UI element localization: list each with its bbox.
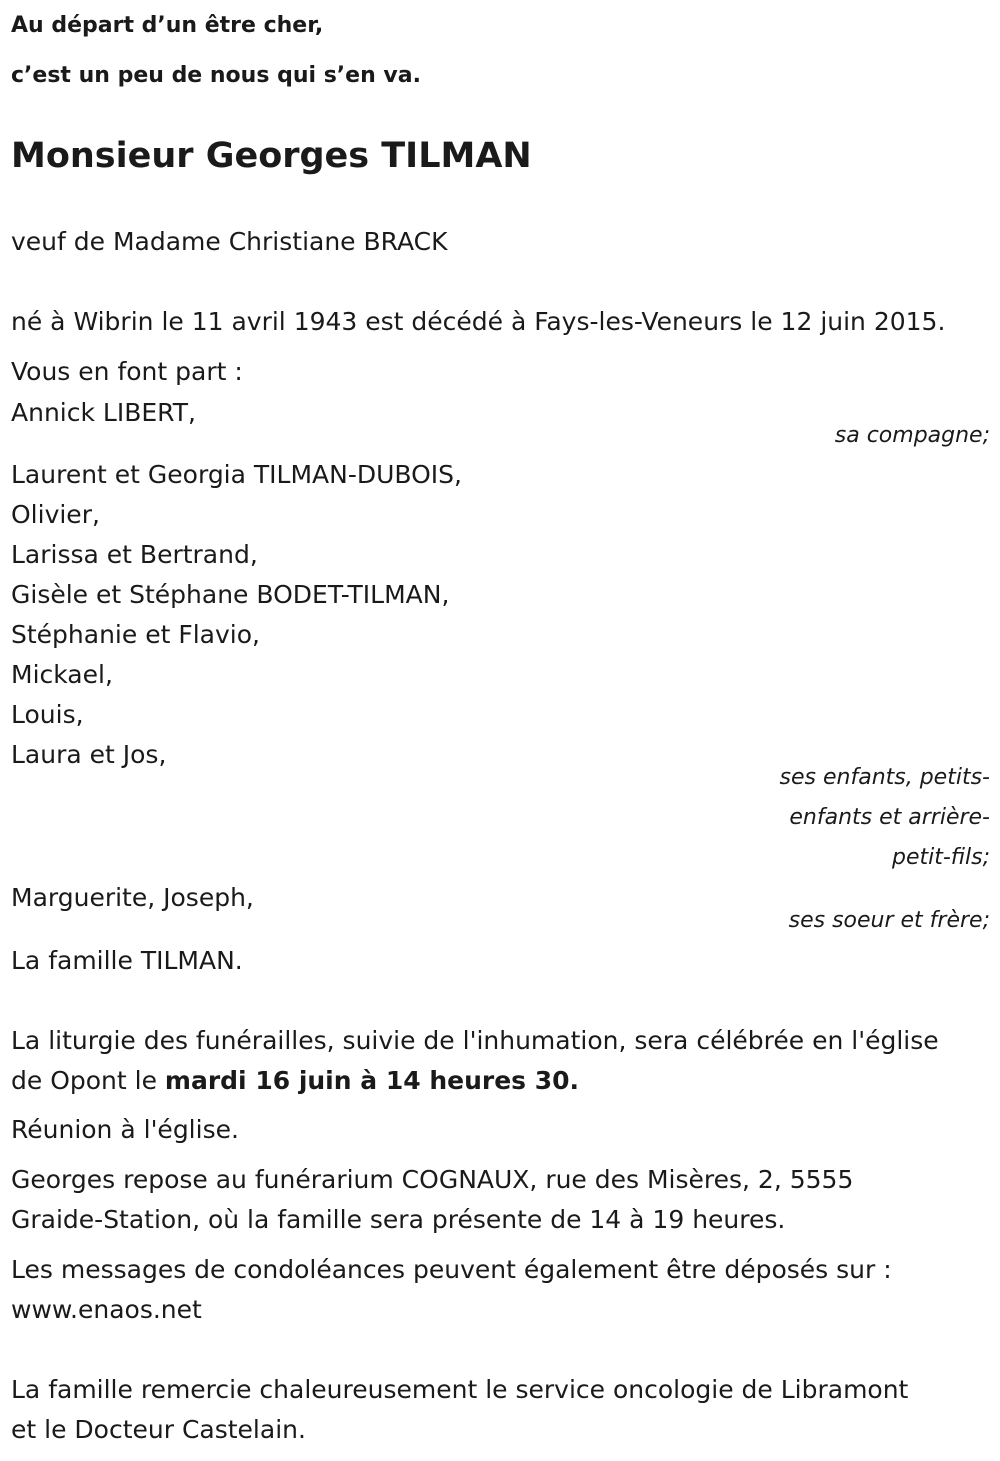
deceased-name: Monsieur Georges TILMAN [11, 136, 532, 176]
epigraph-line-2: c’est un peu de nous qui s’en va. [11, 63, 421, 88]
children-role-line-3: petit-fils; [891, 845, 990, 870]
funeral-line-1: La liturgie des funérailles, suivie de l'inhumation, sera célébrée en l'église [11, 1026, 939, 1055]
thanks-line-2: et le Docteur Castelain. [11, 1415, 306, 1444]
siblings-role: ses soeur et frère; [788, 908, 990, 933]
companion: Annick LIBERT, [11, 398, 196, 427]
thanks-line-1: La famille remercie chaleureusement le service oncologie de Libramont [11, 1375, 909, 1404]
widower-of: veuf de Madame Christiane BRACK [11, 227, 448, 256]
child-8: Laura et Jos, [11, 740, 167, 769]
funeral-date-time: mardi 16 juin à 14 heures 30. [164, 1066, 580, 1095]
announcers-intro: Vous en font part : [11, 357, 243, 386]
child-4: Gisèle et Stéphane BODET-TILMAN, [11, 580, 450, 609]
epigraph-line-1: Au départ d’un être cher, [11, 13, 324, 38]
family-name: La famille TILMAN. [11, 946, 243, 975]
meeting: Réunion à l'église. [11, 1115, 239, 1144]
condolences-website[interactable]: www.enaos.net [11, 1295, 202, 1324]
child-6: Mickael, [11, 660, 113, 689]
children-role-line-1: ses enfants, petits- [779, 765, 990, 790]
condolences-line-1: Les messages de condoléances peuvent également être déposés sur : [11, 1255, 892, 1284]
companion-role: sa compagne; [834, 423, 990, 448]
siblings: Marguerite, Joseph, [11, 883, 254, 912]
viewing-line-2: Graide-Station, où la famille sera présente de 14 à 19 heures. [11, 1205, 786, 1234]
funeral-line-2 [11, 1061, 579, 1101]
child-2: Olivier, [11, 500, 100, 529]
child-5: Stéphanie et Flavio, [11, 620, 260, 649]
child-7: Louis, [11, 700, 84, 729]
viewing-line-1: Georges repose au funérarium COGNAUX, rue des Misères, 2, 5555 [11, 1165, 854, 1194]
child-3: Larissa et Bertrand, [11, 540, 258, 569]
birth-death: né à Wibrin le 11 avril 1943 est décédé à Fays-les-Veneurs le 12 juin 2015. [11, 307, 946, 336]
child-1: Laurent et Georgia TILMAN-DUBOIS, [11, 460, 462, 489]
funeral-line-2-prefix: de Opont le [11, 1066, 165, 1095]
children-role-line-2: enfants et arrière- [789, 805, 990, 830]
